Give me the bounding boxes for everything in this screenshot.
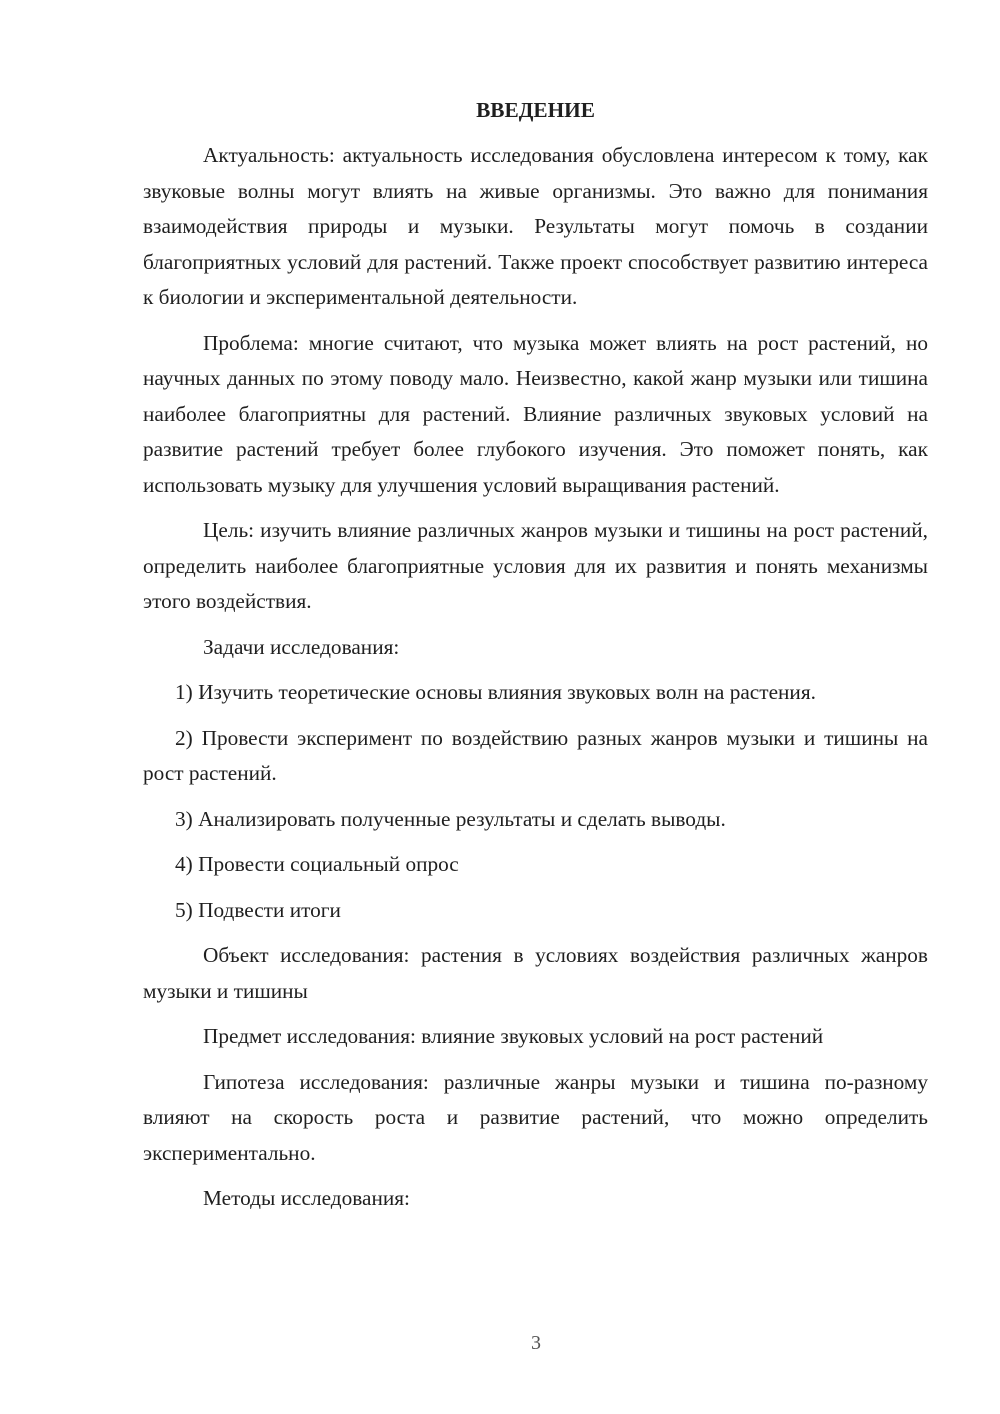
task-item-2: 2) Провести эксперимент по воздействию разных жанров музыки и тишины на рост растений. bbox=[143, 725, 928, 785]
page-number: 3 bbox=[531, 1332, 541, 1354]
section-title: ВВЕДЕНИЕ bbox=[476, 98, 595, 122]
object-paragraph: Объект исследования: растения в условиях воздействия различных жанров музыки и тишины bbox=[143, 943, 928, 1003]
subject-paragraph: Предмет исследования: влияние звуковых условий на рост растений bbox=[203, 1024, 824, 1048]
document-page bbox=[143, 93, 928, 1227]
methods-heading: Методы исследования: bbox=[203, 1186, 410, 1210]
task-item-4: 4) Провести социальный опрос bbox=[175, 852, 459, 876]
relevance-paragraph: Актуальность: актуальность исследования обусловлена интересом к тому, как звуковые волны могут влиять на живые организмы. Это важно для понимания взаимодействия природы и музыки. Результаты могут помочь в создании благоприятных условий для растений. Также проект способствует развитию интереса к биологии и экспериментальной деятельности. bbox=[143, 143, 928, 309]
problem-paragraph: Проблема: многие считают, что музыка может влиять на рост растений, но научных данных по этому поводу мало. Неизвестно, какой жанр музыки или тишина наиболее благоприятны для растений. Влияние различных звуковых условий на развитие растений требует более глубокого изучения. Это поможет понять, как использовать музыку для улучшения условий выращивания растений. bbox=[143, 330, 928, 497]
goal-paragraph: Цель: изучить влияние различных жанров музыки и тишины на рост растений, определить наиболее благоприятные условия для их развития и понять механизмы этого воздействия. bbox=[143, 518, 928, 613]
task-item-1: 1) Изучить теоретические основы влияния звуковых волн на растения. bbox=[175, 680, 816, 704]
tasks-heading: Задачи исследования: bbox=[203, 634, 400, 659]
task-item-5: 5) Подвести итоги bbox=[175, 897, 341, 922]
task-item-3: 3) Анализировать полученные результаты и сделать выводы. bbox=[175, 806, 726, 831]
hypothesis-paragraph: Гипотеза исследования: различные жанры музыки и тишина по-разному влияют на скорость роста и развитие растений, что можно определить экспериментально. bbox=[143, 1069, 928, 1165]
